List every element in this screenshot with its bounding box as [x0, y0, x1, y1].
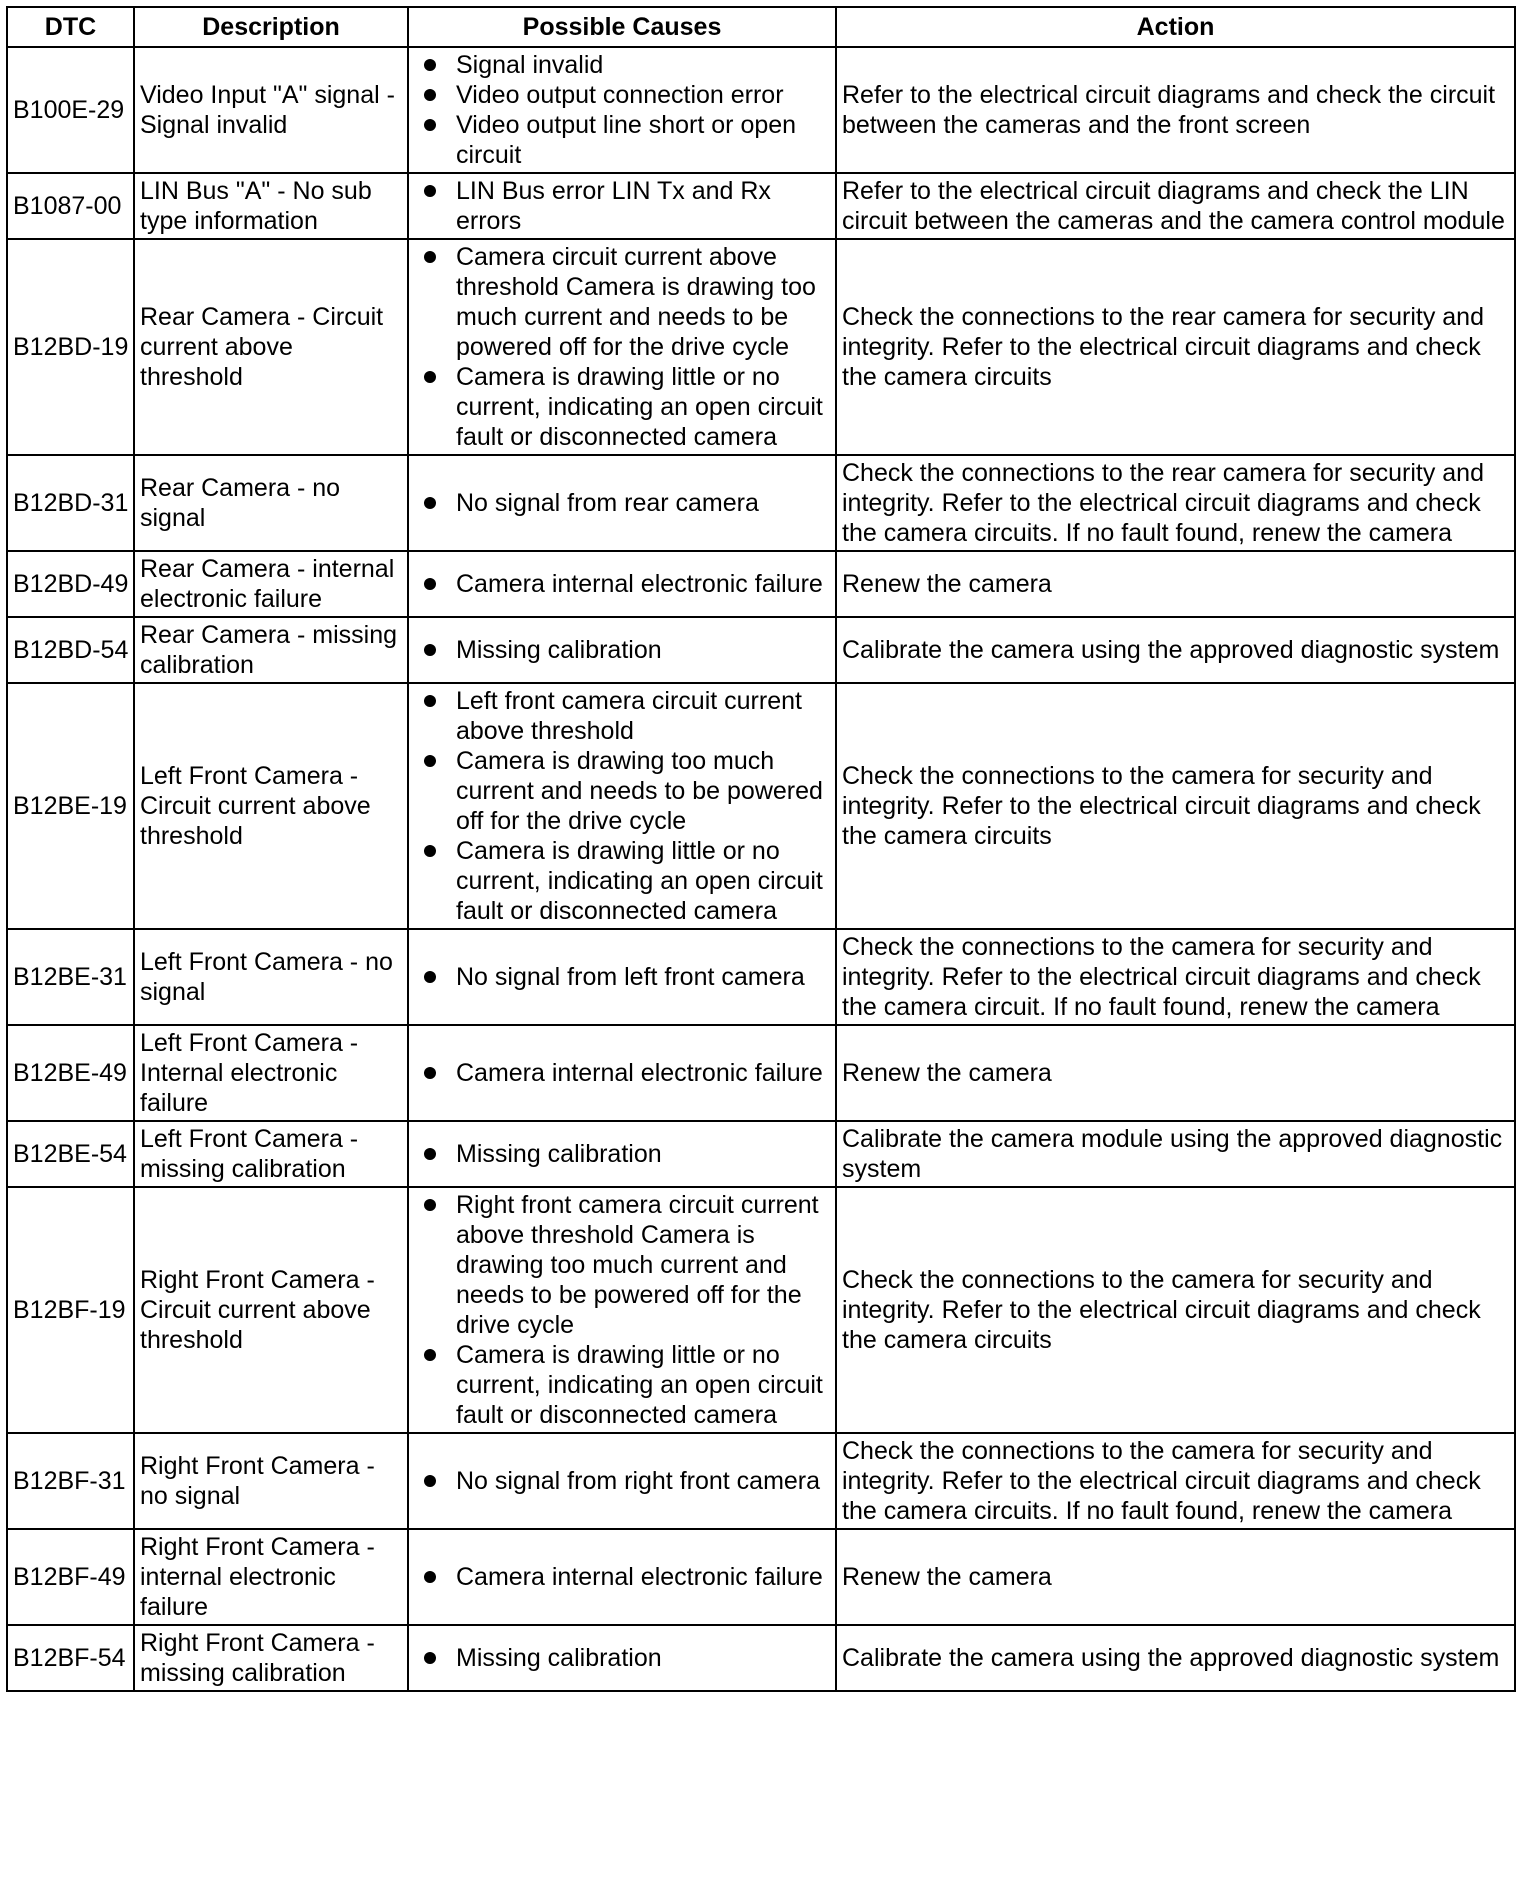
- dtc-description: Right Front Camera - Circuit current above threshold: [134, 1187, 408, 1433]
- dtc-code: B100E-29: [7, 47, 134, 173]
- bullet-icon: [424, 578, 436, 590]
- dtc-action: Refer to the electrical circuit diagrams and check the circuit between the cameras and the front screen: [836, 47, 1515, 173]
- dtc-description: Rear Camera - internal electronic failure: [134, 551, 408, 617]
- cause-text: Video output connection error: [456, 81, 784, 109]
- possible-causes: [408, 1121, 836, 1187]
- dtc-action: Calibrate the camera using the approved diagnostic system: [836, 617, 1515, 683]
- cause-item: [456, 1139, 830, 1169]
- possible-causes: [408, 1025, 836, 1121]
- possible-causes: [408, 1433, 836, 1529]
- cause-text: Camera internal electronic failure: [456, 1563, 823, 1591]
- cause-text: Camera is drawing little or no current, indicating an open circuit fault or disconnected camera: [456, 363, 823, 451]
- dtc-code: B12BF-19: [7, 1187, 134, 1433]
- cause-item: [456, 488, 830, 518]
- cause-text: Camera is drawing little or no current, indicating an open circuit fault or disconnected camera: [456, 837, 823, 925]
- dtc-code: B12BD-31: [7, 455, 134, 551]
- dtc-action: Refer to the electrical circuit diagrams and check the LIN circuit between the cameras and the camera control module: [836, 173, 1515, 239]
- cause-text: Missing calibration: [456, 1644, 662, 1672]
- table-row: [7, 551, 1515, 617]
- dtc-action: Check the connections to the rear camera for security and integrity. Refer to the electrical circuit diagrams and check the camera circuits: [836, 239, 1515, 455]
- dtc-action: Check the connections to the rear camera for security and integrity. Refer to the electrical circuit diagrams and check the camera circuits. If no fault found, renew the camera: [836, 455, 1515, 551]
- table-row: [7, 173, 1515, 239]
- causes-list: [414, 962, 830, 992]
- causes-list: [414, 1562, 830, 1592]
- dtc-description: Right Front Camera - no signal: [134, 1433, 408, 1529]
- dtc-code: B12BF-49: [7, 1529, 134, 1625]
- possible-causes: [408, 617, 836, 683]
- header-action: Action: [836, 7, 1515, 47]
- possible-causes: [408, 683, 836, 929]
- cause-text: No signal from right front camera: [456, 1467, 821, 1495]
- dtc-code: B12BE-31: [7, 929, 134, 1025]
- causes-list: [414, 569, 830, 599]
- possible-causes: [408, 47, 836, 173]
- cause-text: Camera circuit current above threshold Camera is drawing too much current and needs to be powered off for the drive cycle: [456, 243, 816, 361]
- header-dtc: DTC: [7, 7, 134, 47]
- table-row: [7, 1025, 1515, 1121]
- dtc-description: Rear Camera - missing calibration: [134, 617, 408, 683]
- bullet-icon: [424, 1475, 436, 1487]
- dtc-code: B12BE-49: [7, 1025, 134, 1121]
- causes-list: [414, 1466, 830, 1496]
- bullet-icon: [424, 371, 436, 383]
- causes-list: [414, 1190, 830, 1430]
- dtc-code: B1087-00: [7, 173, 134, 239]
- cause-text: Camera is drawing too much current and needs to be powered off for the drive cycle: [456, 747, 823, 835]
- dtc-code: B12BD-19: [7, 239, 134, 455]
- causes-list: [414, 242, 830, 452]
- cause-item: [456, 836, 830, 926]
- dtc-description: Left Front Camera - Circuit current above threshold: [134, 683, 408, 929]
- header-row: [7, 7, 1515, 47]
- cause-text: Right front camera circuit current above threshold Camera is drawing too much current and needs to be powered off for the drive cycle: [456, 1191, 819, 1339]
- causes-list: [414, 1058, 830, 1088]
- causes-list: [414, 1139, 830, 1169]
- bullet-icon: [424, 497, 436, 509]
- bullet-icon: [424, 1349, 436, 1361]
- dtc-description: Rear Camera - Circuit current above threshold: [134, 239, 408, 455]
- bullet-icon: [424, 1571, 436, 1583]
- bullet-icon: [424, 755, 436, 767]
- cause-item: [456, 569, 830, 599]
- dtc-description: Rear Camera - no signal: [134, 455, 408, 551]
- cause-item: [456, 686, 830, 746]
- table-row: [7, 929, 1515, 1025]
- table-row: [7, 1529, 1515, 1625]
- bullet-icon: [424, 1148, 436, 1160]
- cause-item: [456, 110, 830, 170]
- dtc-action: Renew the camera: [836, 1025, 1515, 1121]
- cause-item: [456, 1562, 830, 1592]
- possible-causes: [408, 239, 836, 455]
- cause-item: [456, 1340, 830, 1430]
- cause-text: No signal from left front camera: [456, 963, 805, 991]
- dtc-table: [6, 6, 1516, 1692]
- bullet-icon: [424, 59, 436, 71]
- dtc-action: Check the connections to the camera for security and integrity. Refer to the electrical circuit diagrams and check the camera circuits. If no fault found, renew the camera: [836, 1433, 1515, 1529]
- header-description: Description: [134, 7, 408, 47]
- possible-causes: [408, 455, 836, 551]
- bullet-icon: [424, 695, 436, 707]
- cause-item: [456, 1190, 830, 1340]
- dtc-description: Left Front Camera - Internal electronic failure: [134, 1025, 408, 1121]
- dtc-code: B12BE-54: [7, 1121, 134, 1187]
- dtc-action: Renew the camera: [836, 551, 1515, 617]
- cause-item: [456, 962, 830, 992]
- causes-list: [414, 686, 830, 926]
- cause-item: [456, 80, 830, 110]
- possible-causes: [408, 173, 836, 239]
- dtc-action: Check the connections to the camera for security and integrity. Refer to the electrical circuit diagrams and check the camera circuit. If no fault found, renew the camera: [836, 929, 1515, 1025]
- bullet-icon: [424, 1199, 436, 1211]
- dtc-description: Left Front Camera - missing calibration: [134, 1121, 408, 1187]
- dtc-code: B12BD-49: [7, 551, 134, 617]
- cause-text: Signal invalid: [456, 51, 604, 79]
- dtc-description: Right Front Camera - missing calibration: [134, 1625, 408, 1691]
- dtc-action: Renew the camera: [836, 1529, 1515, 1625]
- table-body: [7, 47, 1515, 1691]
- dtc-action: Calibrate the camera using the approved diagnostic system: [836, 1625, 1515, 1691]
- dtc-code: B12BE-19: [7, 683, 134, 929]
- header-causes: Possible Causes: [408, 7, 836, 47]
- causes-list: [414, 488, 830, 518]
- dtc-action: Calibrate the camera module using the approved diagnostic system: [836, 1121, 1515, 1187]
- cause-item: [456, 635, 830, 665]
- possible-causes: [408, 1529, 836, 1625]
- bullet-icon: [424, 185, 436, 197]
- table-row: [7, 1187, 1515, 1433]
- bullet-icon: [424, 845, 436, 857]
- cause-text: Left front camera circuit current above threshold: [456, 687, 802, 745]
- dtc-description: LIN Bus "A" - No sub type information: [134, 173, 408, 239]
- cause-text: Missing calibration: [456, 636, 662, 664]
- bullet-icon: [424, 1067, 436, 1079]
- dtc-code: B12BD-54: [7, 617, 134, 683]
- cause-text: Camera internal electronic failure: [456, 570, 823, 598]
- cause-item: [456, 746, 830, 836]
- dtc-action: Check the connections to the camera for security and integrity. Refer to the electrical circuit diagrams and check the camera circuits: [836, 683, 1515, 929]
- cause-item: [456, 1058, 830, 1088]
- cause-item: [456, 242, 830, 362]
- cause-text: Missing calibration: [456, 1140, 662, 1168]
- cause-text: Camera internal electronic failure: [456, 1059, 823, 1087]
- table-row: [7, 1433, 1515, 1529]
- dtc-description: Right Front Camera - internal electronic failure: [134, 1529, 408, 1625]
- possible-causes: [408, 1625, 836, 1691]
- possible-causes: [408, 551, 836, 617]
- table-row: [7, 455, 1515, 551]
- possible-causes: [408, 1187, 836, 1433]
- cause-text: LIN Bus error LIN Tx and Rx errors: [456, 177, 771, 235]
- bullet-icon: [424, 971, 436, 983]
- cause-text: Camera is drawing little or no current, indicating an open circuit fault or disconnected camera: [456, 1341, 823, 1429]
- dtc-description: Video Input "A" signal - Signal invalid: [134, 47, 408, 173]
- causes-list: [414, 176, 830, 236]
- table-row: [7, 47, 1515, 173]
- table-row: [7, 1121, 1515, 1187]
- bullet-icon: [424, 1652, 436, 1664]
- dtc-code: B12BF-31: [7, 1433, 134, 1529]
- cause-item: [456, 1643, 830, 1673]
- causes-list: [414, 50, 830, 170]
- table-row: [7, 239, 1515, 455]
- bullet-icon: [424, 89, 436, 101]
- cause-item: [456, 362, 830, 452]
- dtc-action: Check the connections to the camera for security and integrity. Refer to the electrical circuit diagrams and check the camera circuits: [836, 1187, 1515, 1433]
- possible-causes: [408, 929, 836, 1025]
- cause-text: No signal from rear camera: [456, 489, 759, 517]
- bullet-icon: [424, 251, 436, 263]
- cause-item: [456, 176, 830, 236]
- causes-list: [414, 1643, 830, 1673]
- cause-text: Video output line short or open circuit: [456, 111, 797, 169]
- table-row: [7, 683, 1515, 929]
- causes-list: [414, 635, 830, 665]
- cause-item: [456, 1466, 830, 1496]
- bullet-icon: [424, 119, 436, 131]
- table-row: [7, 617, 1515, 683]
- bullet-icon: [424, 644, 436, 656]
- table-row: [7, 1625, 1515, 1691]
- dtc-description: Left Front Camera - no signal: [134, 929, 408, 1025]
- cause-item: [456, 50, 830, 80]
- dtc-code: B12BF-54: [7, 1625, 134, 1691]
